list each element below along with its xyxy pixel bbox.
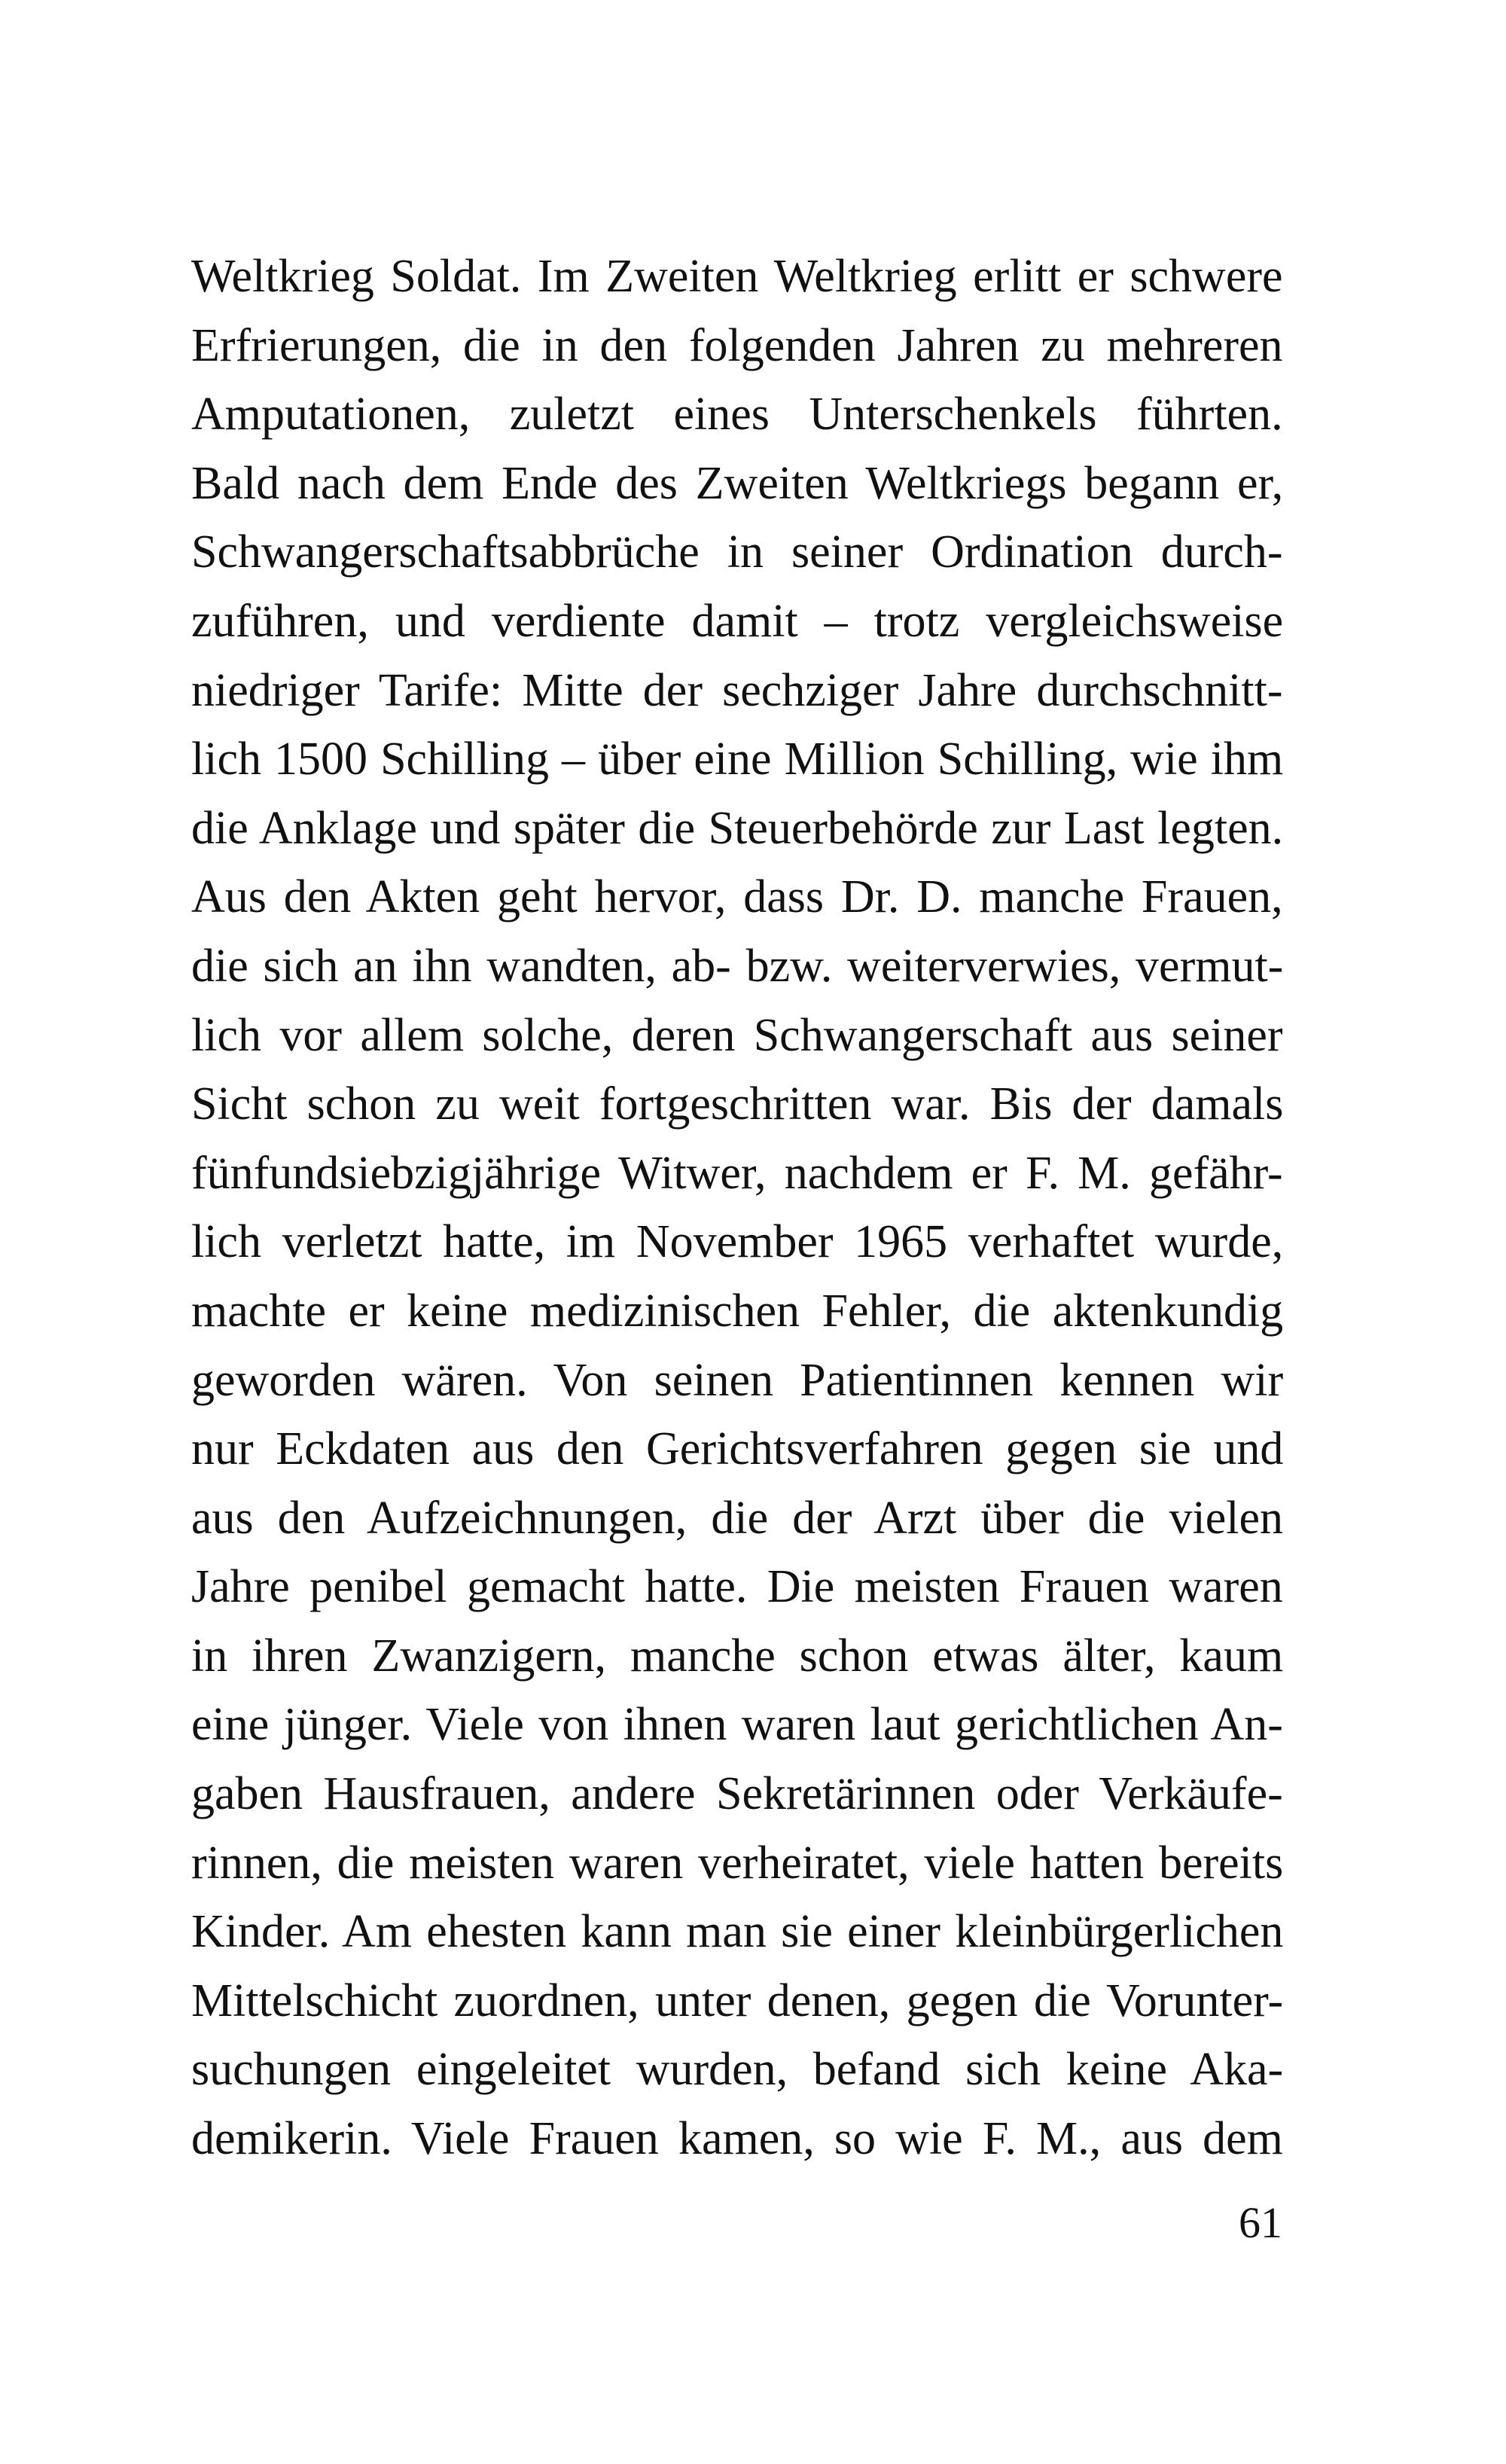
text-line: machte er keine medizinischen Fehler, die aktenkundig [191, 1285, 1284, 1337]
text-line: zuführen, und verdiente damit – trotz vergleichsweise [191, 595, 1284, 647]
text-line: gaben Hausfrauen, andere Sekretärinnen oder Verkäufe- [191, 1768, 1283, 1820]
text-line: lich 1500 Schilling – über eine Million Schilling, wie ihm [191, 733, 1284, 785]
text-line: Kinder. Am ehesten kann man sie einer kleinbürgerlichen [191, 1906, 1284, 1958]
text-line: Mittelschicht zuordnen, unter denen, gegen die Vorunter- [191, 1975, 1284, 2026]
text-line: Amputationen, zuletzt eines Unterschenkels führten. [191, 389, 1283, 441]
text-line: Jahre penibel gemacht hatte. Die meisten Frauen waren [191, 1561, 1283, 1613]
text-line: Schwangerschaftsabbrüche in seiner Ordination durch- [191, 526, 1283, 578]
body-text [191, 242, 1283, 2174]
text-line: geworden wären. Von seinen Patientinnen kennen wir [191, 1354, 1284, 1406]
text-line: fünfundsiebzigjährige Witwer, nachdem er F. M. gefähr- [191, 1147, 1283, 1199]
text-line: Sicht schon zu weit fortgeschritten war. Bis der damals [191, 1078, 1284, 1130]
text-line: Weltkrieg Soldat. Im Zweiten Weltkrieg erlitt er schwere [191, 251, 1283, 302]
text-line: die sich an ihn wandten, ab- bzw. weiterverwies, vermut- [191, 940, 1284, 992]
text-line: demikerin. Viele Frauen kamen, so wie F. M., aus dem [191, 2113, 1283, 2165]
text-line: Aus den Akten geht hervor, dass Dr. D. manche Frauen, [191, 871, 1283, 923]
text-line: Bald nach dem Ende des Zweiten Weltkriegs begann er, [191, 457, 1284, 509]
text-line: aus den Aufzeichnungen, die der Arzt über die vielen [191, 1492, 1284, 1544]
text-line: in ihren Zwanzigern, manche schon etwas älter, kaum [191, 1630, 1284, 1682]
text-line: rinnen, die meisten waren verheiratet, viele hatten bereits [191, 1837, 1284, 1889]
text-line: nur Eckdaten aus den Gerichtsverfahren gegen sie und [191, 1423, 1284, 1475]
text-line: lich vor allem solche, deren Schwangerschaft aus seiner [191, 1009, 1283, 1061]
text-line: Erfrierungen, die in den folgenden Jahren zu mehreren [191, 319, 1283, 371]
text-line: eine jünger. Viele von ihnen waren laut gerichtlichen An- [191, 1699, 1283, 1751]
text-line: niedriger Tarife: Mitte der sechziger Jahre durchschnitt- [191, 664, 1283, 716]
text-line: die Anklage und später die Steuerbehörde zur Last legten. [191, 802, 1284, 854]
page-number: 61 [1239, 2198, 1282, 2247]
text-line: suchungen eingeleitet wurden, befand sich keine Aka- [191, 2044, 1284, 2096]
text-line: lich verletzt hatte, im November 1965 verhaftet wurde, [191, 1216, 1284, 1268]
